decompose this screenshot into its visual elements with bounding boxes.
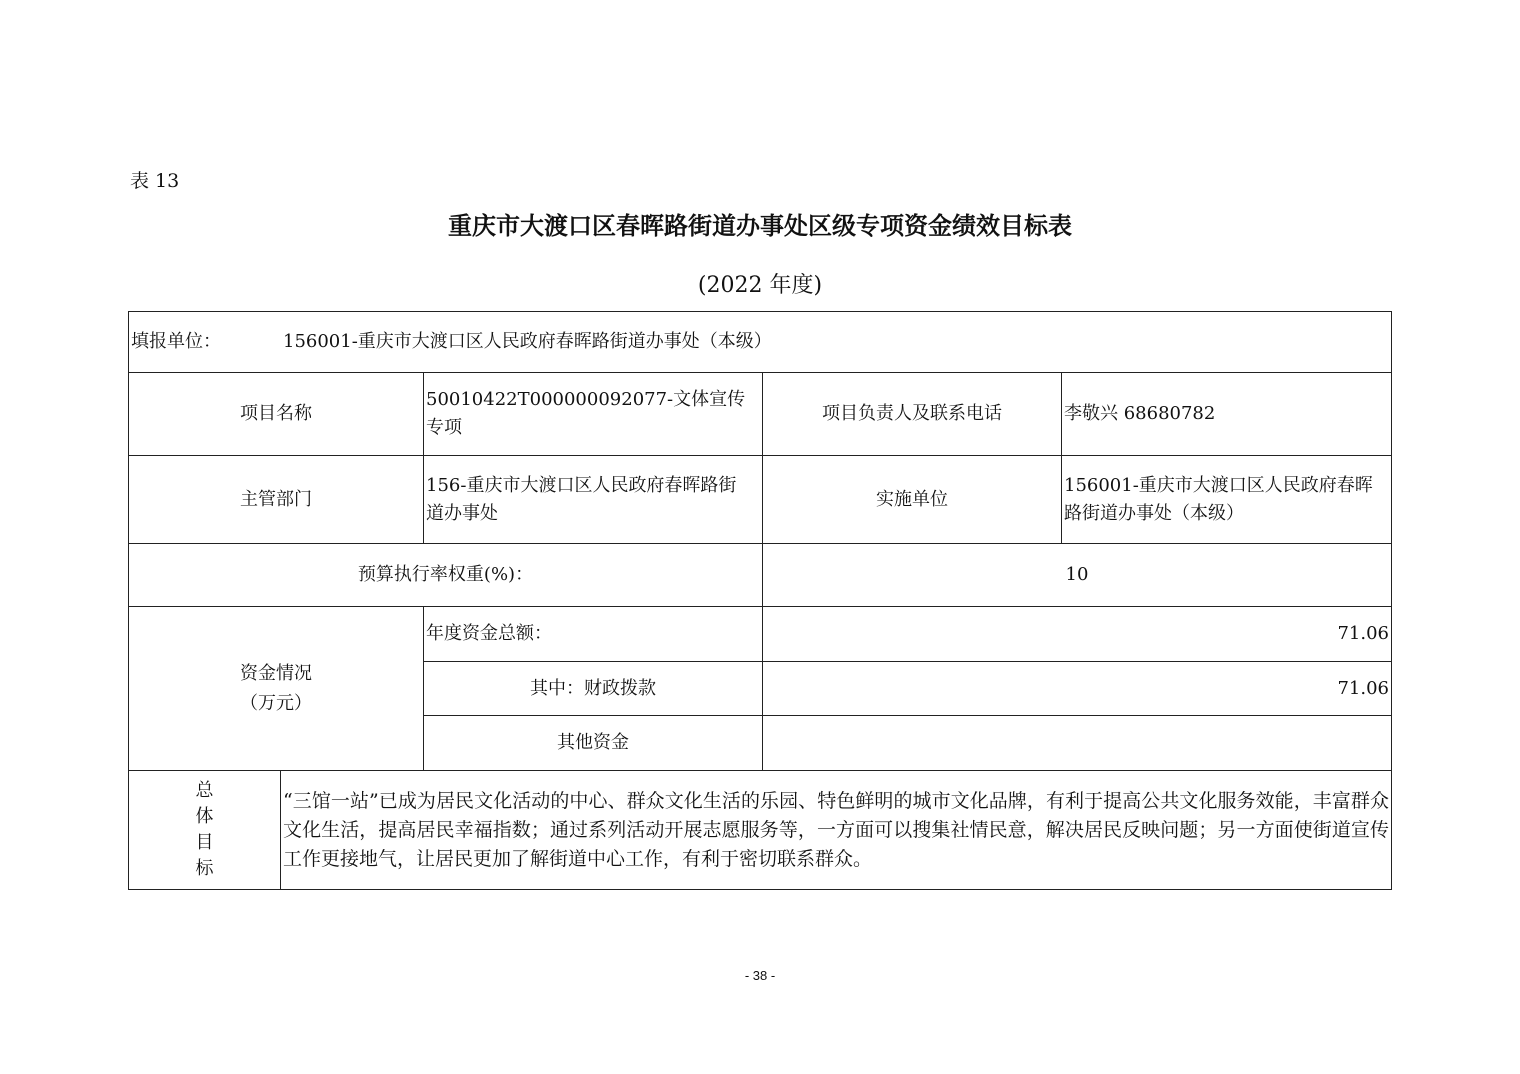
funds-other-value	[762, 715, 1392, 771]
goal-label-char: 目	[195, 832, 214, 853]
page-number: - 38 -	[744, 968, 776, 983]
funds-fiscal-value: 71.06	[762, 661, 1392, 716]
reporting-unit-value: 156001-重庆市大渡口区人民政府春晖路街道办事处（本级）	[283, 331, 772, 352]
document-title: 重庆市大渡口区春晖路街道办事处区级专项资金绩效目标表	[448, 211, 1072, 240]
project-name-label: 项目名称	[128, 372, 424, 456]
funds-total-value: 71.06	[762, 606, 1392, 662]
funds-other-label: 其他资金	[423, 715, 763, 771]
funds-total-label: 年度资金总额：	[423, 606, 763, 662]
budget-weight-label: 预算执行率权重(%)：	[128, 543, 763, 607]
reporting-unit-row	[128, 311, 1392, 373]
overall-goal-text: “三馆一站”已成为居民文化活动的中心、群众文化生活的乐园、特色鲜明的城市文化品牌，有利于提高公共文化服务效能，丰富群众文化生活，提高居民幸福指数；通过系列活动开展志愿服务等，一方面可以搜集社情民意，解决居民反映问题；另一方面使街道宣传工作更接地气，让居民更加了解街道中心工作，有利于密切联系群众。	[280, 770, 1392, 890]
document-year: (2022 年度)	[697, 273, 823, 298]
goal-label-char: 体	[195, 806, 214, 827]
department-label: 主管部门	[128, 455, 424, 544]
funds-label-line1: 资金情况	[240, 662, 312, 684]
table-number: 表 13	[130, 170, 180, 192]
overall-goal-label	[128, 770, 281, 890]
goal-label-char: 总	[195, 780, 214, 801]
goal-label-char: 标	[195, 858, 214, 879]
implementing-unit-label: 实施单位	[762, 455, 1062, 544]
funds-label-line2: （万元）	[240, 692, 312, 714]
project-contact-value: 李敬兴 68680782	[1061, 372, 1392, 456]
budget-weight-value: 10	[762, 543, 1392, 607]
reporting-unit-label: 填报单位：	[131, 331, 221, 352]
funds-label	[128, 606, 424, 771]
department-value: 156-重庆市大渡口区人民政府春晖路街道办事处	[423, 455, 763, 544]
project-name-value: 50010422T000000092077-文体宣传专项	[423, 372, 763, 456]
implementing-unit-value: 156001-重庆市大渡口区人民政府春晖路街道办事处（本级）	[1061, 455, 1392, 544]
project-contact-label: 项目负责人及联系电话	[762, 372, 1062, 456]
funds-fiscal-label: 其中：财政拨款	[423, 661, 763, 716]
